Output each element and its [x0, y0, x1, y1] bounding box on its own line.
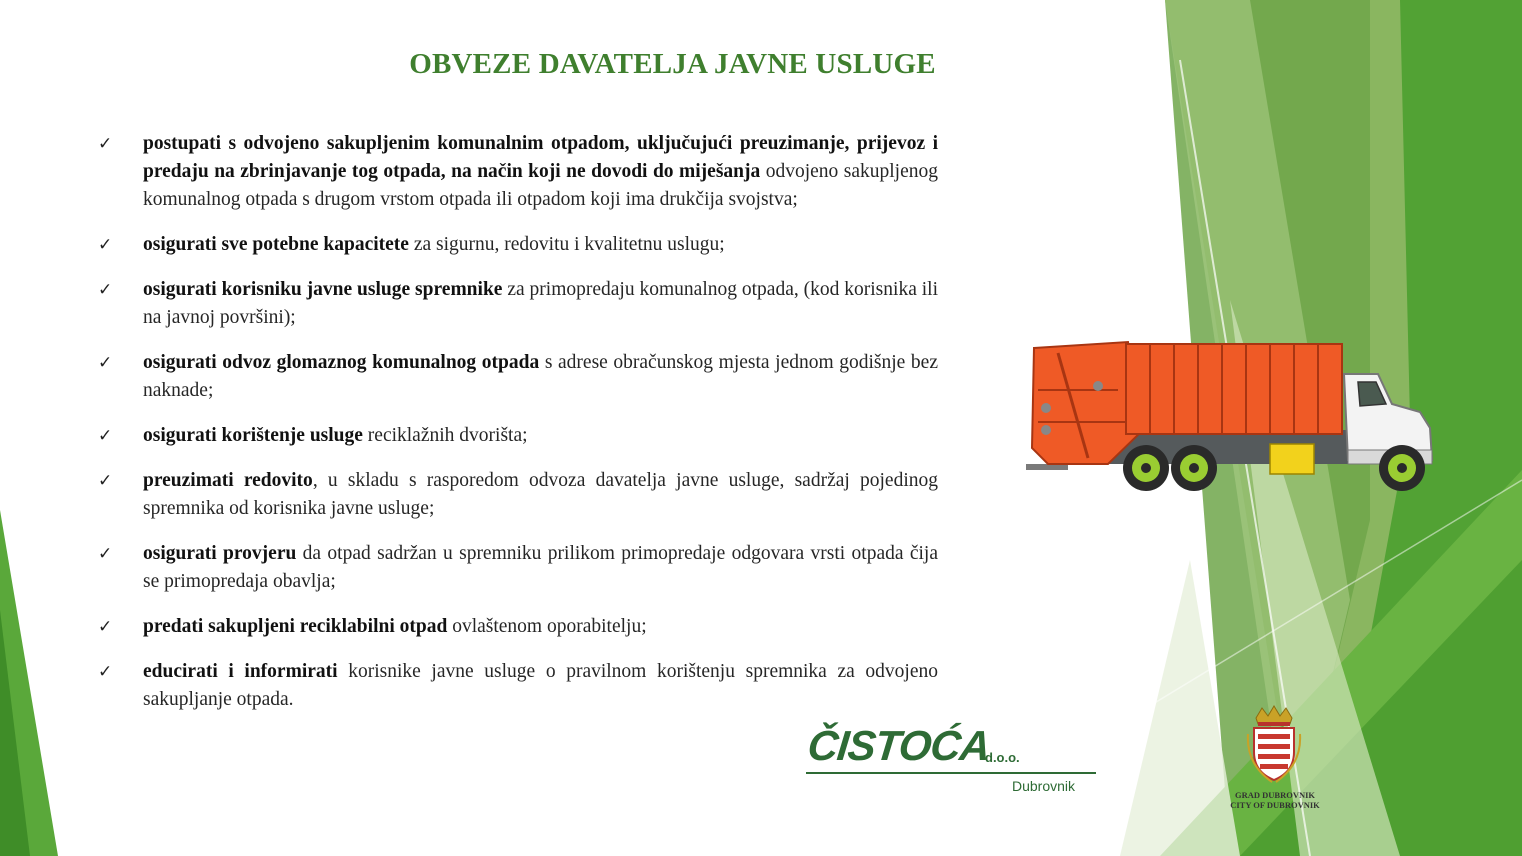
item-text: da otpad sadržan u spremniku prilikom primopredaje odgovara vrsti otpada čija se primopredaja obavlja; — [143, 543, 938, 592]
list-item — [95, 130, 938, 214]
logo-city: Dubrovnik — [1012, 778, 1076, 794]
list-item — [95, 467, 938, 523]
item-bold-text: osigurati korisniku javne usluge spremnike — [143, 279, 503, 300]
item-text: ovlaštenom oporabitelju; — [447, 616, 647, 637]
check-icon: ✓ — [98, 353, 113, 373]
slide-title: OBVEZE DAVATELJA JAVNE USLUGE — [409, 48, 936, 80]
list-item — [95, 349, 938, 405]
item-bold-text: postupati s odvojeno sakupljenim komunalnim otpadom, uključujući preuzimanje, prijevoz i predaju na zbrinjavanje tog otpada, na način koji ne dovodi do miješanja — [143, 133, 938, 182]
check-icon: ✓ — [98, 471, 113, 491]
cistoca-logo — [780, 700, 1125, 828]
item-text: odvojeno sakupljenog komunalnog otpada s drugom vrstom otpada ili otpadom koji ima drukčija svojstva; — [143, 161, 938, 210]
logo-underline — [806, 772, 1096, 774]
check-icon: ✓ — [98, 662, 113, 682]
item-bold-text: osigurati sve potebne kapacitete — [143, 234, 409, 255]
list-item — [95, 276, 938, 332]
item-bold-text: educirati i informirati — [143, 661, 338, 682]
item-text: , u skladu s rasporedom odvoza davatelja javne usluge, sadržaj pojedinog spremnika od korisnika javne usluge; — [143, 470, 938, 519]
check-icon: ✓ — [98, 544, 113, 564]
check-icon: ✓ — [98, 235, 113, 255]
crest-label-line2: CITY OF DUBROVNIK — [1230, 800, 1320, 810]
list-item — [95, 422, 938, 450]
check-icon: ✓ — [98, 617, 113, 637]
list-item — [95, 613, 938, 641]
item-text: za sigurnu, redovitu i kvalitetnu uslugu; — [408, 234, 725, 255]
item-text: korisnike javne usluge o pravilnom korištenju spremnika za odvojeno sakupljanje otpada. — [143, 661, 938, 710]
city-crest-icon — [1244, 704, 1304, 784]
item-text: s adrese obračunskog mjesta jednom godišnje bez naknade; — [143, 352, 938, 401]
item-bold-text: osigurati korištenje usluge — [143, 425, 363, 446]
list-item — [95, 540, 938, 596]
item-text: za primopredaju komunalnog otpada, (kod korisnika ili na javnoj površini); — [143, 279, 938, 328]
item-bold-text: osigurati provjeru — [143, 543, 297, 564]
logo-suffix: d.o.o. — [985, 750, 1020, 765]
check-icon: ✓ — [98, 280, 113, 300]
crest-label-line1: GRAD DUBROVNIK — [1234, 790, 1316, 800]
garbage-truck-icon — [1018, 338, 1438, 503]
logo-name: ČISTOĆA — [805, 722, 992, 769]
check-icon: ✓ — [98, 426, 113, 446]
item-bold-text: preuzimati redovito — [143, 470, 313, 491]
list-item — [95, 231, 938, 259]
item-bold-text: predati sakupljeni reciklabilni otpad — [143, 616, 448, 637]
check-icon: ✓ — [98, 134, 113, 154]
item-text: reciklažnih dvorišta; — [362, 425, 528, 446]
item-bold-text: osigurati odvoz glomaznog komunalnog otpada — [143, 352, 540, 373]
obligations-list — [95, 130, 938, 731]
